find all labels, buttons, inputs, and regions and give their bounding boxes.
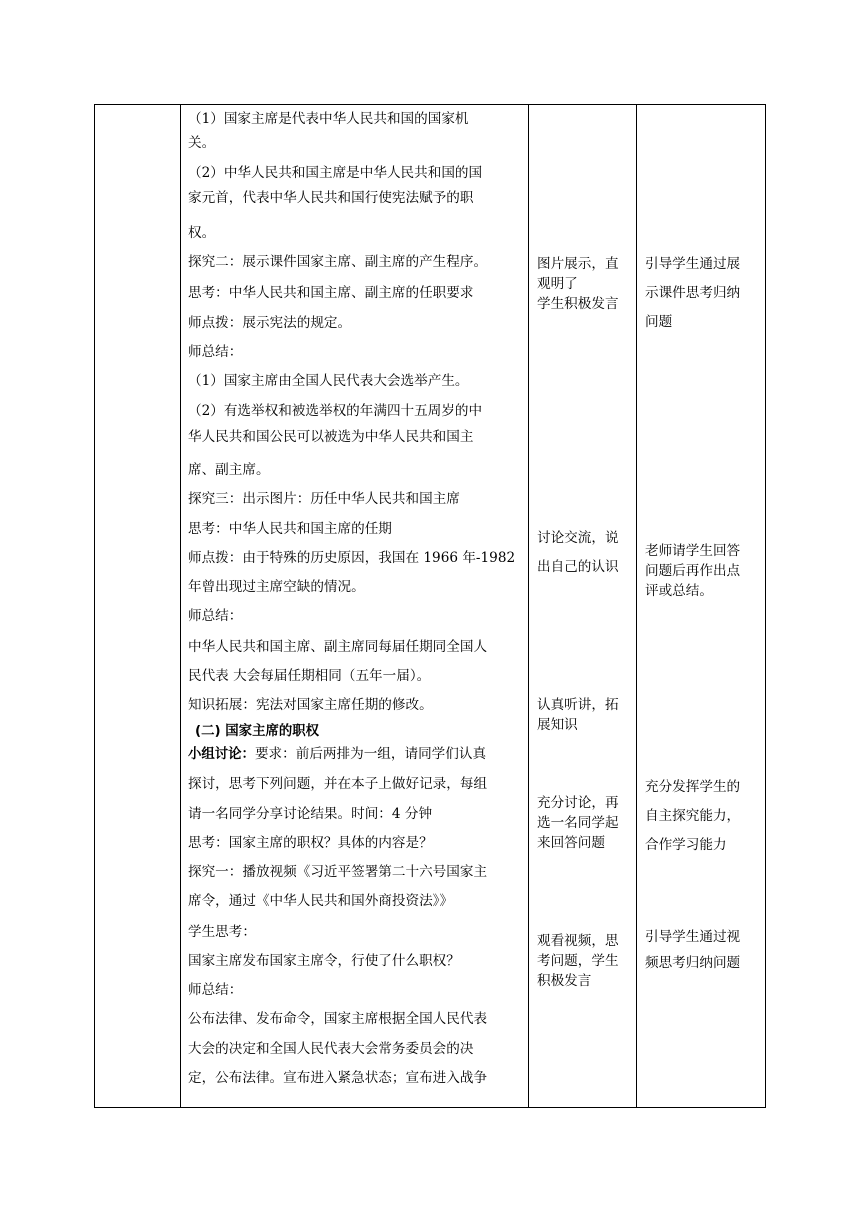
group-discussion-text: 要求：前后两排为一组，请同学们认真: [254, 746, 487, 762]
group-discussion-line: [188, 745, 486, 764]
design-intent-line: 老师请学生回答: [645, 543, 741, 559]
design-intent-line: 充分发挥学生的: [645, 779, 741, 795]
column-divider-2: [528, 104, 529, 1108]
student-activity-line: 图片展示，直: [537, 256, 619, 272]
content-line: 中华人民共和国主席、副主席同每届任期同全国人: [188, 639, 488, 655]
content-line: 国家主席发布国家主席令，行使了什么职权？: [188, 953, 460, 969]
content-line: 探究一：播放视频《习近平签署第二十六号国家主: [188, 864, 488, 880]
design-intent-line: 问题后再作出点: [645, 563, 741, 579]
section-heading: (二) 国家主席的职权: [195, 724, 320, 739]
content-line: 定，公布法律。宣布进入紧急状态；宣布进入战争: [188, 1070, 488, 1086]
design-intent-line: 示课件思考归纳: [645, 285, 741, 301]
student-activity-line: 讨论交流，说: [537, 530, 619, 546]
student-activity-line: 考问题，学生: [537, 953, 619, 969]
content-line: （2）有选举权和被选举权的年满四十五周岁的中: [188, 403, 483, 419]
content-line: （1）国家主席是代表中华人民共和国的国家机: [188, 111, 469, 127]
student-activity-line: 观看视频，思: [537, 933, 619, 949]
content-line: 师点拨：由于特殊的历史原因，我国在 1966 年-1982: [188, 550, 516, 566]
student-activity-line: 观明了: [537, 276, 578, 292]
design-intent-line: 自主探究能力，: [645, 808, 741, 824]
content-line: 关。: [188, 135, 216, 151]
content-line: 师总结：: [188, 982, 243, 998]
content-line: 学生思考：: [188, 924, 256, 940]
student-activity-line: 充分讨论，再: [537, 795, 619, 811]
content-line: 探究二：展示课件国家主席、副主席的产生程序。: [188, 254, 488, 270]
content-line: 权。: [188, 225, 216, 241]
design-intent-line: 评或总结。: [645, 583, 713, 599]
content-line: 席、副主席。: [188, 462, 270, 478]
student-activity-line: 积极发言: [537, 973, 592, 989]
content-line: 探究三：出示图片：历任中华人民共和国主席: [188, 491, 460, 507]
content-line: 民代表 大会每届任期相同（五年一届）。: [188, 668, 431, 684]
content-line: 思考：中华人民共和国主席、副主席的任职要求: [188, 285, 474, 301]
content-line: 大会的决定和全国人民代表大会常务委员会的决: [188, 1041, 474, 1057]
group-discussion-label: 小组讨论：: [188, 747, 255, 762]
design-intent-line: 引导学生通过视: [645, 929, 741, 945]
student-activity-line: 展知识: [537, 717, 578, 733]
design-intent-line: 引导学生通过展: [645, 256, 741, 272]
student-activity-line: 来回答问题: [537, 835, 605, 851]
design-intent-line: 频思考归纳问题: [645, 955, 741, 971]
content-line: 思考：国家主席的职权？具体的内容是？: [188, 835, 433, 851]
student-activity-line: 出自己的认识: [537, 559, 619, 575]
design-intent-line: 问题: [645, 314, 673, 330]
content-line: （1）国家主席由全国人民代表大会选举产生。: [188, 373, 469, 389]
content-line: 探讨，思考下列问题，并在本子上做好记录，每组: [188, 776, 488, 792]
content-line: 思考：中华人民共和国主席的任期: [188, 521, 392, 537]
student-activity-line: 学生积极发言: [537, 296, 619, 312]
content-line: 师点拨：展示宪法的规定。: [188, 315, 352, 331]
content-line: （2）中华人民共和国主席是中华人民共和国的国: [188, 165, 483, 181]
student-activity-line: 认真听讲，拓: [537, 697, 619, 713]
content-line: 华人民共和国公民可以被选为中华人民共和国主: [188, 429, 474, 445]
content-line: 席令，通过《中华人民共和国外商投资法》》: [188, 893, 454, 909]
content-line: 家元首，代表中华人民共和国行使宪法赋予的职: [188, 190, 474, 206]
content-line: 知识拓展：宪法对国家主席任期的修改。: [188, 697, 433, 713]
design-intent-line: 合作学习能力: [645, 837, 727, 853]
column-divider-3: [636, 104, 637, 1108]
content-line: 公布法律、发布命令，国家主席根据全国人民代表: [188, 1011, 488, 1027]
student-activity-line: 选一名同学起: [537, 815, 619, 831]
content-line: 师总结：: [188, 608, 243, 624]
content-line: 年曾出现过主席空缺的情况。: [188, 579, 365, 595]
content-line: 请一名同学分享讨论结果。时间：4 分钟: [188, 806, 433, 822]
content-line: 师总结：: [188, 344, 243, 360]
column-divider-1: [180, 104, 181, 1108]
